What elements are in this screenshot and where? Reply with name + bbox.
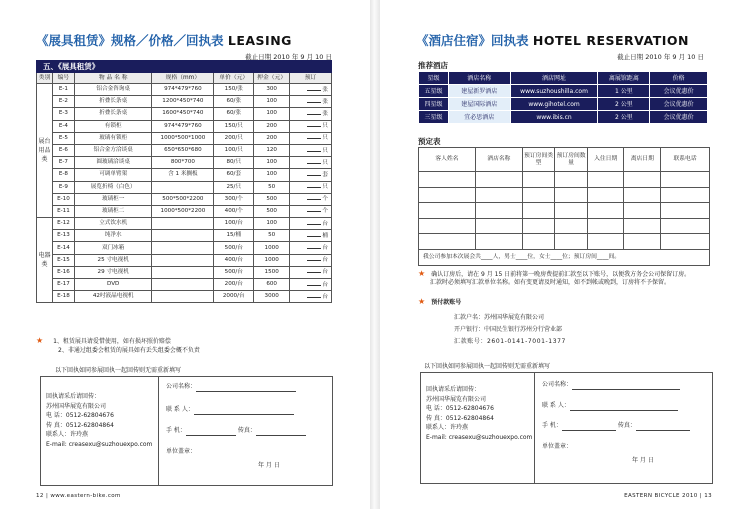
leasing-cell-name: 铝合金咨询桌	[74, 84, 152, 96]
leasing-cell-price: 400/个	[214, 205, 254, 217]
leasing-cell-spec: 974*479*760	[152, 120, 214, 132]
star-icon: ★	[418, 297, 426, 306]
hotel-title	[416, 33, 689, 49]
reserve-empty-row	[419, 203, 710, 219]
leasing-contact-field[interactable]: 联 系 人：	[166, 405, 294, 415]
reserve-input-cell[interactable]	[624, 234, 661, 250]
leasing-cell-name: 玻璃有锁柜	[74, 132, 152, 144]
leasing-cell-spec: 974*479*760	[152, 84, 214, 96]
leasing-row	[37, 218, 332, 230]
leasing-note-1: ★ 1、租赁展具请爱惜使用，如有损坏照价赔偿	[36, 336, 171, 345]
hotel-row	[419, 98, 708, 111]
leasing-row	[37, 108, 332, 120]
leasing-cell-price: 100/台	[214, 218, 254, 230]
leasing-cell-price: 150/张	[214, 84, 254, 96]
left-footer: 12 | www.eastern-bike.com	[36, 493, 121, 499]
leasing-cell-price: 60/张	[214, 96, 254, 108]
leasing-cell-deposit: 100	[254, 157, 290, 169]
leasing-col-header: 押金（元）	[254, 73, 290, 84]
reserve-input-cell[interactable]	[522, 203, 555, 219]
reserve-input-cell[interactable]	[587, 172, 624, 188]
leasing-cell-deposit: 500	[254, 193, 290, 205]
leasing-col-header: 预订	[290, 73, 332, 84]
leasing-cell-price: 60/套	[214, 169, 254, 181]
leasing-cell-deposit: 120	[254, 144, 290, 156]
leasing-cell-spec: 含 1 米搁板	[152, 169, 214, 181]
leasing-cell-spec: 650*650*680	[152, 144, 214, 156]
leasing-cell-code: E-1	[52, 84, 74, 96]
reserve-col-header: 客人姓名	[419, 148, 476, 172]
reserve-input-cell[interactable]	[475, 218, 522, 234]
reserve-table	[418, 147, 710, 266]
leasing-cell-deposit: 100	[254, 169, 290, 181]
reserve-input-cell[interactable]	[587, 203, 624, 219]
order-blank[interactable]	[307, 232, 321, 237]
leasing-order-cell[interactable]	[290, 242, 332, 254]
hotel-cell-name: 宜必思酒店	[448, 111, 510, 124]
hotel-header-row	[419, 72, 708, 85]
hotel-cell-url[interactable]: www.gihotel.com	[510, 98, 598, 111]
reserve-input-cell[interactable]	[522, 187, 555, 203]
hotel-cell-price: 会议优惠价	[650, 85, 708, 98]
order-blank[interactable]	[307, 220, 321, 225]
order-blank[interactable]	[307, 98, 321, 103]
hotel-cell-star: 三星级	[419, 111, 449, 124]
leasing-title-cn: 《展具租赁》规格／价格／回执表	[36, 33, 224, 48]
hotel-row	[419, 85, 708, 98]
hotel-cell-name: 建屋国际酒店	[448, 98, 510, 111]
reserve-empty-row	[419, 187, 710, 203]
reserve-input-cell[interactable]	[475, 187, 522, 203]
leasing-cell-code: E-16	[52, 266, 74, 278]
leasing-cell-spec: 500*500*2200	[152, 193, 214, 205]
hotel-table	[418, 71, 708, 124]
leasing-row	[37, 169, 332, 181]
leasing-cell-spec	[152, 181, 214, 193]
leasing-row	[37, 193, 332, 205]
leasing-col-header: 物 品 名 称	[74, 73, 152, 84]
hotel-receipt-sender: 回执请采后请回传： 苏州国华展览有限公司 电 话：0512-62804676 传 真：0512-62804864 联系人：许玲燕 E-mail: creasexu@suzhouexpo.com	[426, 386, 533, 441]
leasing-cell-price: 60/张	[214, 108, 254, 120]
leasing-row	[37, 242, 332, 254]
leasing-cell-name: 有锁柜	[74, 120, 152, 132]
hotel-receipt-caption: 以下回执如同参展回执一起回传则无需重新填写	[424, 363, 551, 370]
leasing-col-header: 规格（mm）	[152, 73, 214, 84]
order-blank[interactable]	[307, 122, 321, 127]
leasing-order-cell[interactable]	[290, 218, 332, 230]
reserve-input-cell[interactable]	[522, 234, 555, 250]
leasing-cell-name: 折叠长条桌	[74, 108, 152, 120]
leasing-cell-deposit: 3000	[254, 291, 290, 303]
order-blank[interactable]	[307, 86, 321, 91]
leasing-row	[37, 266, 332, 278]
account-heading: ★ 预付款账号	[418, 297, 462, 306]
reserve-empty-row	[419, 172, 710, 188]
leasing-cell-price: 200/只	[214, 132, 254, 144]
reserve-col-header: 预订房间数量	[555, 148, 588, 172]
reserve-input-cell[interactable]	[661, 218, 710, 234]
order-unit: 张	[322, 98, 328, 105]
leasing-cell-code: E-6	[52, 144, 74, 156]
leasing-cell-price: 100/只	[214, 144, 254, 156]
hotel-heading: 推荐酒店	[418, 61, 448, 70]
reserve-input-cell[interactable]	[624, 203, 661, 219]
leasing-row	[37, 230, 332, 242]
reserve-col-header: 联系电话	[661, 148, 710, 172]
leasing-cell-deposit: 500	[254, 205, 290, 217]
leasing-category: 展台用品类	[37, 84, 53, 218]
leasing-cell-deposit: 1000	[254, 242, 290, 254]
leasing-order-cell[interactable]	[290, 157, 332, 169]
leasing-cell-name: 折叠长条桌	[74, 96, 152, 108]
hotel-col-header: 价格	[650, 72, 708, 85]
reserve-input-cell[interactable]	[661, 203, 710, 219]
leasing-order-cell[interactable]	[290, 84, 332, 96]
leasing-row	[37, 120, 332, 132]
leasing-order-cell[interactable]	[290, 254, 332, 266]
reserve-input-cell[interactable]	[624, 172, 661, 188]
leasing-cell-spec: 1200*450*740	[152, 96, 214, 108]
leasing-cell-code: E-15	[52, 254, 74, 266]
leasing-cell-price: 500/台	[214, 266, 254, 278]
reserve-input-cell[interactable]	[522, 218, 555, 234]
leasing-row	[37, 279, 332, 291]
leasing-receipt-caption: 以下回执如同参展回执一起回传则无需重新填写	[55, 367, 182, 374]
order-unit: 只	[322, 135, 328, 142]
leasing-cell-price: 150/只	[214, 120, 254, 132]
reserve-input-cell[interactable]	[419, 187, 476, 203]
star-icon: ★	[36, 336, 44, 345]
reserve-empty-row	[419, 234, 710, 250]
order-unit: 个	[322, 208, 328, 215]
leasing-row	[37, 157, 332, 169]
hotel-cell-distance: 2 公里	[598, 98, 650, 111]
reserve-input-cell[interactable]	[475, 172, 522, 188]
leasing-cell-price: 400/台	[214, 254, 254, 266]
hotel-col-header: 酒店网址	[510, 72, 598, 85]
leasing-cell-code: E-13	[52, 230, 74, 242]
leasing-cell-price: 300/个	[214, 193, 254, 205]
leasing-row	[37, 291, 332, 303]
leasing-cell-price: 500/台	[214, 242, 254, 254]
leasing-cell-deposit: 1000	[254, 254, 290, 266]
leasing-cell-deposit: 50	[254, 230, 290, 242]
leasing-section-title: 五、《展具租赁》	[37, 61, 332, 73]
hotel-title-en: HOTEL RESERVATION	[532, 33, 689, 48]
hotel-cell-distance: 1 公里	[598, 85, 650, 98]
reserve-summary[interactable]: 我公司参加本次展会共____人，男士____位，女士____位；预订房间____间。	[419, 249, 710, 265]
reserve-input-cell[interactable]	[555, 218, 588, 234]
leasing-title	[36, 33, 292, 49]
leasing-order-cell[interactable]	[290, 96, 332, 108]
leasing-stamp-field: 单位盖章：	[166, 448, 197, 455]
left-page	[0, 0, 370, 509]
leasing-cell-code: E-14	[52, 242, 74, 254]
leasing-order-cell[interactable]	[290, 279, 332, 291]
hotel-cell-price: 会议优惠价	[650, 98, 708, 111]
leasing-cell-spec	[152, 242, 214, 254]
reserve-col-header: 离店日期	[624, 148, 661, 172]
leasing-cell-price: 15/桶	[214, 230, 254, 242]
order-blank[interactable]	[307, 134, 321, 139]
leasing-cell-code: E-10	[52, 193, 74, 205]
hotel-title-cn: 《酒店住宿》回执表	[416, 33, 529, 48]
leasing-order-cell[interactable]	[290, 193, 332, 205]
order-blank[interactable]	[307, 293, 321, 298]
reserve-input-cell[interactable]	[555, 203, 588, 219]
leasing-cell-name: 铝合金方洽谈桌	[74, 144, 152, 156]
hotel-col-header: 离展馆距离	[598, 72, 650, 85]
star-icon: ★	[418, 269, 426, 278]
order-blank[interactable]	[307, 159, 321, 164]
order-unit: 台	[322, 257, 328, 264]
leasing-cell-name: DVD	[74, 279, 152, 291]
leasing-row	[37, 181, 332, 193]
reserve-input-cell[interactable]	[587, 187, 624, 203]
hotel-col-header: 星级	[419, 72, 449, 85]
leasing-cell-code: E-11	[52, 205, 74, 217]
leasing-cell-deposit: 600	[254, 279, 290, 291]
order-unit: 套	[322, 171, 328, 178]
leasing-date-field: 年 月 日	[258, 462, 280, 469]
hotel-cell-distance: 2 公里	[598, 111, 650, 124]
leasing-cell-spec	[152, 291, 214, 303]
reserve-input-cell[interactable]	[419, 218, 476, 234]
order-blank[interactable]	[307, 281, 321, 286]
reserve-summary-row	[419, 249, 710, 265]
hotel-cell-name: 建屋新罗酒店	[448, 85, 510, 98]
leasing-order-cell[interactable]	[290, 181, 332, 193]
leasing-row	[37, 96, 332, 108]
hotel-date-field: 年 月 日	[632, 457, 654, 464]
leasing-row	[37, 84, 332, 96]
reserve-col-header: 酒店名称	[475, 148, 522, 172]
leasing-company-field[interactable]: 公司名称：	[166, 382, 296, 392]
leasing-cell-deposit: 100	[254, 218, 290, 230]
leasing-cell-name: 纯净水	[74, 230, 152, 242]
leasing-cell-code: E-9	[52, 181, 74, 193]
leasing-row	[37, 144, 332, 156]
reserve-input-cell[interactable]	[475, 203, 522, 219]
reserve-input-cell[interactable]	[555, 187, 588, 203]
order-blank[interactable]	[307, 110, 321, 115]
reserve-input-cell[interactable]	[661, 234, 710, 250]
leasing-cell-price: 2000/台	[214, 291, 254, 303]
leasing-cell-spec	[152, 266, 214, 278]
leasing-category: 电器类	[37, 218, 53, 303]
leasing-order-cell[interactable]	[290, 108, 332, 120]
reserve-input-cell[interactable]	[419, 172, 476, 188]
leasing-cell-name: 42吋液晶电视机	[74, 291, 152, 303]
leasing-cell-code: E-12	[52, 218, 74, 230]
leasing-order-cell[interactable]	[290, 120, 332, 132]
leasing-cell-spec	[152, 279, 214, 291]
leasing-col-header: 编号	[52, 73, 74, 84]
right-page	[380, 0, 750, 509]
leasing-cell-deposit: 200	[254, 132, 290, 144]
reserve-input-cell[interactable]	[661, 187, 710, 203]
leasing-order-cell[interactable]	[290, 132, 332, 144]
reserve-note-line2: 汇款时必须填写汇款单位名称。如有变更请及时通知，如不到帐或晚到，订房将不予保留。	[430, 279, 671, 286]
leasing-title-en: LEASING	[227, 33, 292, 48]
order-unit: 只	[322, 123, 328, 130]
right-footer: EASTERN BICYCLE 2010 | 13	[624, 493, 712, 499]
leasing-cell-code: E-17	[52, 279, 74, 291]
order-blank[interactable]	[307, 147, 321, 152]
leasing-cell-price: 200/台	[214, 279, 254, 291]
leasing-receipt-sender: 回执请采后请回传： 苏州国华展览有限公司 电 话：0512-62804676 传 真：0512-62804864 联系人：许玲燕 E-mail: creasexu@suzhouexpo.com	[46, 393, 153, 448]
order-blank[interactable]	[307, 268, 321, 273]
leasing-cell-name: 展览折椅（白色）	[74, 181, 152, 193]
order-unit: 张	[322, 86, 328, 93]
reserve-input-cell[interactable]	[419, 234, 476, 250]
page-gutter	[370, 0, 380, 509]
reserve-note: ★ 确认订房后，请在 9 月 15 日前将第一晚房费提前汇款至以下账号，以便我方务会公司保留订房。	[418, 269, 691, 278]
order-unit: 只	[322, 147, 328, 154]
leasing-order-cell[interactable]	[290, 266, 332, 278]
hotel-deadline: 截止日期 2010 年 9 月 10 日	[617, 53, 704, 61]
leasing-cell-code: E-2	[52, 96, 74, 108]
leasing-cell-deposit: 50	[254, 181, 290, 193]
leasing-order-cell[interactable]	[290, 144, 332, 156]
order-unit: 只	[322, 159, 328, 166]
leasing-note-2: 2、非通过组委会租赁的展具如有丢失组委会概不负责	[58, 347, 200, 354]
leasing-cell-spec: 800*700	[152, 157, 214, 169]
reserve-header-row	[419, 148, 710, 172]
order-unit: 台	[322, 269, 328, 276]
leasing-section-row	[37, 61, 332, 73]
leasing-cell-spec	[152, 230, 214, 242]
order-unit: 只	[322, 184, 328, 191]
reserve-input-cell[interactable]	[661, 172, 710, 188]
hotel-cell-url[interactable]: www.suzhoushilla.com	[510, 85, 598, 98]
leasing-cell-spec	[152, 254, 214, 266]
leasing-order-cell[interactable]	[290, 230, 332, 242]
reserve-input-cell[interactable]	[522, 172, 555, 188]
leasing-cell-code: E-8	[52, 169, 74, 181]
reserve-input-cell[interactable]	[624, 187, 661, 203]
leasing-cell-deposit: 100	[254, 96, 290, 108]
leasing-deadline: 截止日期 2010 年 9 月 10 日	[245, 53, 332, 61]
leasing-cell-name: 立式饮水机	[74, 218, 152, 230]
order-unit: 个	[322, 196, 328, 203]
leasing-cell-spec: 1600*450*740	[152, 108, 214, 120]
reserve-input-cell[interactable]	[587, 234, 624, 250]
leasing-cell-deposit: 100	[254, 108, 290, 120]
leasing-col-header: 单价（元）	[214, 73, 254, 84]
leasing-header-row	[37, 73, 332, 84]
reserve-col-header: 预订房间类型	[522, 148, 555, 172]
leasing-order-cell[interactable]	[290, 169, 332, 181]
leasing-row	[37, 205, 332, 217]
order-blank[interactable]	[307, 171, 321, 176]
leasing-order-cell[interactable]	[290, 291, 332, 303]
leasing-cell-spec	[152, 218, 214, 230]
leasing-cell-code: E-4	[52, 120, 74, 132]
reserve-input-cell[interactable]	[475, 234, 522, 250]
receipt-divider	[534, 372, 535, 484]
leasing-cell-deposit: 200	[254, 120, 290, 132]
leasing-cell-spec: 1000*500*2200	[152, 205, 214, 217]
leasing-cell-spec: 1000*500*1000	[152, 132, 214, 144]
reserve-input-cell[interactable]	[555, 172, 588, 188]
reserve-input-cell[interactable]	[555, 234, 588, 250]
reserve-heading: 预定表	[418, 137, 441, 146]
leasing-cell-code: E-3	[52, 108, 74, 120]
leasing-cell-deposit: 1500	[254, 266, 290, 278]
hotel-cell-url[interactable]: www.ibis.cn	[510, 111, 598, 124]
hotel-cell-star: 四星级	[419, 98, 449, 111]
order-unit: 台	[322, 245, 328, 252]
hotel-row	[419, 111, 708, 124]
reserve-empty-row	[419, 218, 710, 234]
order-unit: 台	[322, 293, 328, 300]
leasing-cell-name: 25 寸电视机	[74, 254, 152, 266]
leasing-order-cell[interactable]	[290, 205, 332, 217]
hotel-col-header: 酒店名称	[448, 72, 510, 85]
order-blank[interactable]	[307, 244, 321, 249]
leasing-cell-price: 80/只	[214, 157, 254, 169]
order-unit: 张	[322, 110, 328, 117]
leasing-cell-name: 29 寸电视机	[74, 266, 152, 278]
leasing-cell-price: 25/只	[214, 181, 254, 193]
leasing-cell-code: E-7	[52, 157, 74, 169]
order-blank[interactable]	[307, 195, 321, 200]
hotel-cell-star: 五星级	[419, 85, 449, 98]
receipt-divider	[158, 376, 159, 486]
leasing-row	[37, 254, 332, 266]
reserve-input-cell[interactable]	[419, 203, 476, 219]
leasing-mobile-field[interactable]: 手 机： 传真：	[166, 426, 306, 436]
order-blank[interactable]	[307, 256, 321, 261]
order-unit: 台	[322, 281, 328, 288]
leasing-cell-name: 圆玻璃洽谈桌	[74, 157, 152, 169]
leasing-table	[36, 60, 332, 303]
order-unit: 桶	[322, 232, 328, 239]
account-details: 汇款户名：苏州国华展览有限公司 开户银行：中国民生银行苏州分行营业部 汇款账号：2601-0141-7001-1377	[454, 314, 566, 345]
hotel-company-field[interactable]: 公司名称：	[542, 380, 680, 390]
reserve-col-header: 入住日期	[587, 148, 624, 172]
leasing-cell-name: 玻璃柜一	[74, 193, 152, 205]
leasing-row	[37, 132, 332, 144]
leasing-cell-name: 双门冰箱	[74, 242, 152, 254]
leasing-cell-code: E-18	[52, 291, 74, 303]
leasing-cell-name: 玻璃柜二	[74, 205, 152, 217]
order-blank[interactable]	[307, 183, 321, 188]
hotel-stamp-field: 单位盖章：	[542, 443, 573, 450]
order-unit: 台	[322, 220, 328, 227]
hotel-mobile-field[interactable]: 手 机： 传真：	[542, 421, 690, 431]
hotel-cell-price: 会议优惠价	[650, 111, 708, 124]
reserve-input-cell[interactable]	[587, 218, 624, 234]
reserve-input-cell[interactable]	[624, 218, 661, 234]
leasing-cell-deposit: 300	[254, 84, 290, 96]
order-blank[interactable]	[307, 207, 321, 212]
hotel-contact-field[interactable]: 联 系 人：	[542, 401, 678, 411]
leasing-cell-name: 可调单臂架	[74, 169, 152, 181]
leasing-cell-code: E-5	[52, 132, 74, 144]
leasing-col-header: 类别	[37, 73, 53, 84]
